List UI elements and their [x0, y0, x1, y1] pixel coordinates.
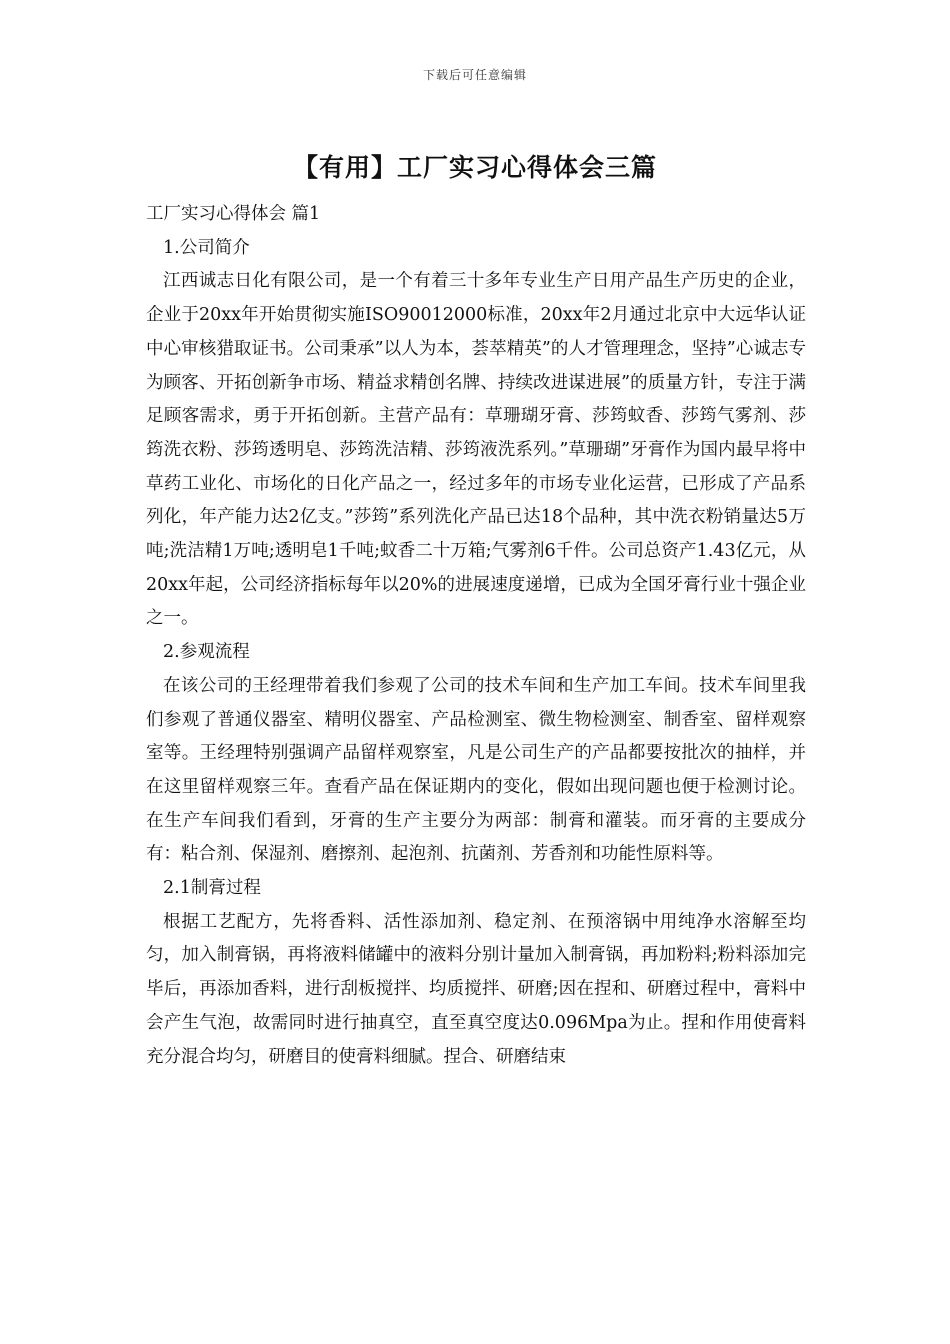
document-body: [146, 198, 806, 1074]
paragraph-paste-making: 根据工艺配方，先将香料、活性添加剂、稳定剂、在预溶锅中用纯净水溶解至均匀，加入制膏锅，再将液料储罐中的液料分别计量加入制膏锅，再加粉料;粉料添加完毕后，再添加香料，进行刮板搅拌、均质搅拌、研磨;因在捏和、研磨过程中，膏料中会产生气泡，故需同时进行抽真空，直至真空度达0.096Mpa为止。捏和作用使膏料充分混合均匀，研磨目的使膏料细腻。捏合、研磨结束: [146, 911, 806, 1067]
paragraph-visit-process: 在该公司的王经理带着我们参观了公司的技术车间和生产加工车间。技术车间里我们参观了普通仪器室、精明仪器室、产品检测室、微生物检测室、制香室、留样观察室等。王经理特别强调产品留样观察室，凡是公司生产的产品都要按批次的抽样，并在这里留样观察三年。查看产品在保证期内的变化，假如出现问题也便于检测讨论。在生产车间我们看到，牙膏的生产主要分为两部：制膏和灌装。而牙膏的主要成分有：粘合剂、保湿剂、磨擦剂、起泡剂、抗菌剂、芳香剂和功能性原料等。: [146, 675, 806, 865]
paragraph-company-intro: 江西诚志日化有限公司，是一个有着三十多年专业生产日用产品生产历史的企业，企业于20xx年开始贯彻实施ISO90012000标准，20xx年2月通过北京中大远华认证中心审核猎取证书。公司秉承”以人为本，荟萃精英”的人才管理理念，坚持”心诚志专为顾客、开拓创新争市场、精益求精创名牌、持续改进谋进展”的质量方针，专注于满足顾客需求，勇于开拓创新。主营产品有：草珊瑚牙膏、莎筠蚊香、莎筠气雾剂、莎筠洗衣粉、莎筠透明皂、莎筠洗洁精、莎筠液洗系列。”草珊瑚”牙膏作为国内最早将中草药工业化、市场化的日化产品之一，经过多年的市场专业化运营，已形成了产品系列化，年产能力达2亿支。”莎筠”系列洗化产品已达18个品种，其中洗衣粉销量达5万吨;洗洁精1万吨;透明皂1千吨;蚊香二十万箱;气雾剂6千件。公司总资产1.43亿元，从20xx年起，公司经济指标每年以20%的进展速度递增，已成为全国牙膏行业十强企业之一。: [146, 271, 806, 629]
section-title: 工厂实习心得体会 篇1: [146, 204, 321, 224]
subheading-visit-process: 2.参观流程: [163, 642, 250, 663]
page-header-note: 下载后可任意编辑: [422, 68, 527, 82]
subheading-paste-making: 2.1制膏过程: [163, 878, 261, 899]
document-title: 【有用】工厂实习心得体会三篇: [292, 153, 657, 182]
subheading-company-intro: 1.公司简介: [163, 237, 250, 258]
